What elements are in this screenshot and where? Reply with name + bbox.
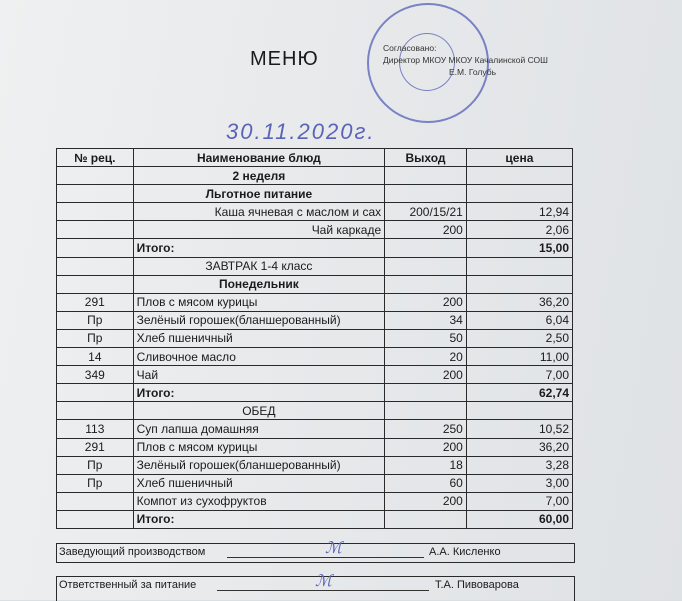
table-row bbox=[57, 402, 573, 420]
price-cell: 7,00 bbox=[466, 366, 572, 384]
dish-name-cell: ЗАВТРАК 1-4 класс bbox=[133, 257, 384, 275]
portion-cell bbox=[385, 275, 467, 293]
handwritten-date: 30.11.2020г. bbox=[226, 119, 376, 144]
dish-name-cell: Итого: bbox=[133, 239, 384, 257]
table-row bbox=[57, 221, 573, 239]
table-row bbox=[57, 311, 573, 329]
header-price: цена bbox=[466, 149, 572, 167]
approval-block bbox=[383, 42, 548, 78]
dish-name-cell: Суп лапша домашняя bbox=[133, 420, 384, 438]
dish-name-cell: Зелёный горошек(бланшерованный) bbox=[133, 311, 384, 329]
price-cell: 62,74 bbox=[466, 384, 572, 402]
dish-name-cell: Хлеб пшеничный bbox=[133, 329, 384, 347]
table-row bbox=[57, 329, 573, 347]
dish-name-cell: Хлеб пшеничный bbox=[133, 474, 384, 492]
signature-name: А.А. Кисленко bbox=[429, 546, 501, 558]
signature-row-production bbox=[56, 540, 575, 563]
price-cell: 36,20 bbox=[466, 438, 572, 456]
recipe-number-cell bbox=[57, 384, 134, 402]
dish-name-cell: Итого: bbox=[133, 510, 384, 528]
dish-name-cell: Чай каркаде bbox=[133, 221, 384, 239]
portion-cell: 200 bbox=[385, 221, 467, 239]
recipe-number-cell bbox=[57, 510, 134, 528]
table-row bbox=[57, 257, 573, 275]
dish-name-cell: Чай bbox=[133, 366, 384, 384]
table-row bbox=[57, 185, 573, 203]
portion-cell bbox=[385, 384, 467, 402]
table-row bbox=[57, 474, 573, 492]
recipe-number-cell: 113 bbox=[57, 420, 134, 438]
handwritten-signature: ℳ bbox=[315, 573, 333, 590]
header-recipe-number: № рец. bbox=[57, 149, 134, 167]
price-cell: 3,00 bbox=[466, 474, 572, 492]
portion-cell bbox=[385, 510, 467, 528]
recipe-number-cell: Пр bbox=[57, 311, 134, 329]
portion-cell: 34 bbox=[385, 311, 467, 329]
table-row bbox=[57, 510, 573, 528]
price-cell bbox=[466, 257, 572, 275]
recipe-number-cell: Пр bbox=[57, 456, 134, 474]
table-row bbox=[57, 167, 573, 185]
table-row bbox=[57, 366, 573, 384]
price-cell: 60,00 bbox=[466, 510, 572, 528]
table-row bbox=[57, 239, 573, 257]
table-header-row bbox=[57, 149, 573, 167]
signature-label: Ответственный за питание bbox=[59, 579, 197, 591]
recipe-number-cell bbox=[57, 239, 134, 257]
price-cell: 11,00 bbox=[466, 348, 572, 366]
dish-name-cell: Каша ячневая с маслом и сах bbox=[133, 203, 384, 221]
dish-name-cell: Итого: bbox=[133, 384, 384, 402]
signature-label: Заведующий производством bbox=[59, 546, 206, 558]
dish-name-cell: Компот из сухофруктов bbox=[133, 492, 384, 510]
portion-cell bbox=[385, 402, 467, 420]
dish-name-cell: Льготное питание bbox=[133, 185, 384, 203]
price-cell: 2,50 bbox=[466, 329, 572, 347]
portion-cell: 200 bbox=[385, 438, 467, 456]
portion-cell: 50 bbox=[385, 329, 467, 347]
signature-name: Т.А. Пивоварова bbox=[435, 579, 519, 591]
menu-table bbox=[56, 148, 573, 529]
portion-cell: 200 bbox=[385, 366, 467, 384]
portion-cell bbox=[385, 239, 467, 257]
approval-line-2: Директор МКОУ МКОУ Качалинской СОШ bbox=[383, 55, 548, 65]
recipe-number-cell bbox=[57, 275, 134, 293]
portion-cell bbox=[385, 167, 467, 185]
recipe-number-cell: 291 bbox=[57, 293, 134, 311]
dish-name-cell: Плов с мясом курицы bbox=[133, 293, 384, 311]
price-cell bbox=[466, 402, 572, 420]
table-row bbox=[57, 492, 573, 510]
table-row bbox=[57, 420, 573, 438]
price-cell: 6,04 bbox=[466, 311, 572, 329]
price-cell: 7,00 bbox=[466, 492, 572, 510]
portion-cell: 18 bbox=[385, 456, 467, 474]
recipe-number-cell bbox=[57, 221, 134, 239]
price-cell bbox=[466, 167, 572, 185]
approval-line-3: Е.М. Голубь bbox=[449, 67, 497, 77]
handwritten-signature: ℳ bbox=[325, 540, 343, 557]
portion-cell bbox=[385, 257, 467, 275]
price-cell: 3,28 bbox=[466, 456, 572, 474]
price-cell: 12,94 bbox=[466, 203, 572, 221]
dish-name-cell: ОБЕД bbox=[133, 402, 384, 420]
portion-cell: 250 bbox=[385, 420, 467, 438]
signature-row-nutrition bbox=[56, 573, 575, 601]
recipe-number-cell bbox=[57, 185, 134, 203]
price-cell: 15,00 bbox=[466, 239, 572, 257]
approval-line-1: Согласовано: bbox=[383, 43, 437, 53]
table-row bbox=[57, 384, 573, 402]
table-row bbox=[57, 203, 573, 221]
table-row bbox=[57, 456, 573, 474]
price-cell: 2,06 bbox=[466, 221, 572, 239]
header-portion: Выход bbox=[385, 149, 467, 167]
recipe-number-cell: Пр bbox=[57, 329, 134, 347]
recipe-number-cell bbox=[57, 492, 134, 510]
table-row bbox=[57, 293, 573, 311]
menu-table-body bbox=[57, 167, 573, 529]
dish-name-cell: Понедельник bbox=[133, 275, 384, 293]
portion-cell: 200 bbox=[385, 492, 467, 510]
table-row bbox=[57, 348, 573, 366]
portion-cell: 20 bbox=[385, 348, 467, 366]
recipe-number-cell bbox=[57, 257, 134, 275]
recipe-number-cell: 349 bbox=[57, 366, 134, 384]
table-row bbox=[57, 438, 573, 456]
dish-name-cell: Зелёный горошек(бланшерованный) bbox=[133, 456, 384, 474]
recipe-number-cell: 291 bbox=[57, 438, 134, 456]
price-cell: 10,52 bbox=[466, 420, 572, 438]
portion-cell: 60 bbox=[385, 474, 467, 492]
header-dish-name: Наименование блюд bbox=[133, 149, 384, 167]
document-title: МЕНЮ bbox=[250, 48, 319, 70]
portion-cell bbox=[385, 185, 467, 203]
dish-name-cell: Плов с мясом курицы bbox=[133, 438, 384, 456]
portion-cell: 200/15/21 bbox=[385, 203, 467, 221]
recipe-number-cell: Пр bbox=[57, 474, 134, 492]
portion-cell: 200 bbox=[385, 293, 467, 311]
table-row bbox=[57, 275, 573, 293]
price-cell bbox=[466, 185, 572, 203]
recipe-number-cell: 14 bbox=[57, 348, 134, 366]
price-cell bbox=[466, 275, 572, 293]
dish-name-cell: Сливочное масло bbox=[133, 348, 384, 366]
recipe-number-cell bbox=[57, 167, 134, 185]
recipe-number-cell bbox=[57, 203, 134, 221]
price-cell: 36,20 bbox=[466, 293, 572, 311]
recipe-number-cell bbox=[57, 402, 134, 420]
dish-name-cell: 2 неделя bbox=[133, 167, 384, 185]
